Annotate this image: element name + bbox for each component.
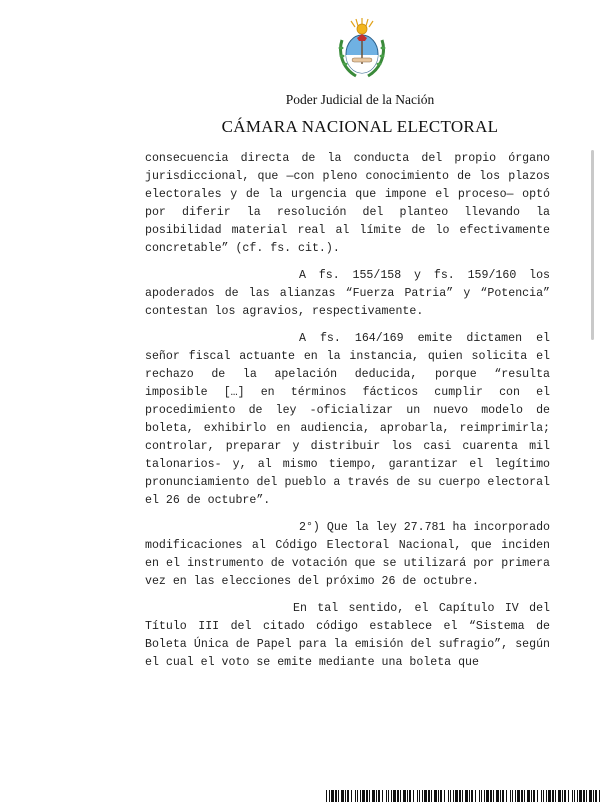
paragraph-4: 2°) Que la ley 27.781 ha incorporado modificaciones al Código Electoral Nacional, que inciden en el instrumento de votación que se utilizará por primera vez en las elecciones del próximo 26 de octubre. [145, 521, 550, 588]
barcode-icon [326, 790, 600, 802]
paragraph-2: A fs. 155/158 y fs. 159/160 los apoderados de las alianzas “Fuerza Patria” y “Potencia” contestan los agravios, respectivamente. [145, 269, 550, 318]
paragraph-1: consecuencia directa de la conducta del propio órgano jurisdiccional, que —con pleno conocimiento de los plazos electorales y de la urgencia que impone el proceso— optó por diferir la resolución del planteo llevando la posibilidad material real al límite de lo efectivamente concretable” (cf. fs. cit.). [145, 152, 550, 255]
paragraph-5: En tal sentido, el Capítulo IV del Título III del citado código establece el “Sistema de Boleta Única de Papel para la emisión del sufragio”, según el cual el voto se emite mediante una boleta que [145, 602, 550, 669]
issuer-name: Poder Judicial de la Nación [285, 92, 435, 107]
scrollbar[interactable] [591, 150, 594, 340]
coat-of-arms-icon [336, 18, 388, 80]
document-body [145, 150, 550, 681]
court-name: CÁMARA NACIONAL ELECTORAL [221, 117, 499, 136]
paragraph-3: A fs. 164/169 emite dictamen el señor fiscal actuante en la instancia, quien solicita el rechazo de la apelación deducida, porque “resulta imposible […] en términos fácticos cumplir con el procedimiento de ley -oficializar un nuevo modelo de boleta, exhibirlo en audiencia, aprobarla, reimprimirla; controlar, preparar y distribuir los casi cuarenta mil talonarios- y, al mismo tiempo, garantizar el legítimo pronunciamiento del pueblo a través de su cuerpo electoral el 26 de octubre”. [145, 332, 550, 507]
